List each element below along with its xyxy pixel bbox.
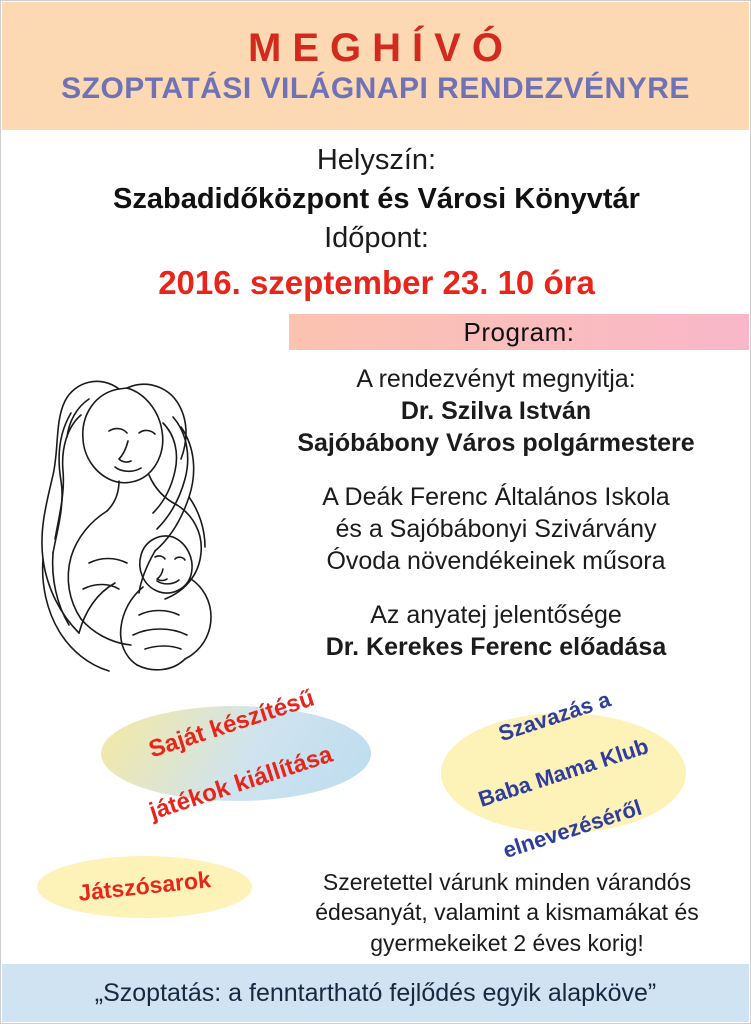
- badge-play-corner-label: Játszósarok: [76, 866, 212, 907]
- badge-line: elnevezéséről: [499, 794, 645, 863]
- program-item: Dr. Kerekes Ferenc előadása: [325, 633, 667, 661]
- date-value: 2016. szeptember 23. 10 óra: [158, 264, 595, 302]
- badge-play-corner: [37, 856, 252, 918]
- footer-band: [2, 964, 749, 1022]
- badge-vote-club-name: [441, 685, 686, 863]
- badge-vote-label: [465, 685, 662, 863]
- badge-handmade-toys-label: [135, 683, 338, 825]
- spacer: [251, 577, 741, 599]
- program-item: Dr. Szilva István: [400, 397, 592, 425]
- badge-line: Saját készítésű: [145, 683, 318, 763]
- closing-invitation-text: [287, 867, 727, 958]
- place-label: Helyszín:: [316, 144, 437, 176]
- program-list: [251, 363, 741, 663]
- program-item: Az anyatej jelentősége: [370, 601, 622, 629]
- program-item: Óvoda növendékeinek műsora: [326, 547, 666, 575]
- program-item: A Deák Ferenc Általános Iskola: [322, 483, 670, 511]
- program-item: és a Sajóbábonyi Szivárvány: [335, 515, 657, 543]
- closing-line: Szeretettel várunk minden várandós: [322, 869, 692, 895]
- page-subtitle: SZOPTATÁSI VILÁGNAPI RENDEZVÉNYRE: [61, 72, 690, 106]
- footer-quote: „Szoptatás: a fenntartható fejlődés egyik alapköve”: [94, 978, 657, 1007]
- program-item: A rendezvényt megnyitja:: [356, 365, 636, 393]
- event-info: [1, 141, 751, 307]
- closing-line: gyermekeiket 2 éves korig!: [370, 929, 644, 956]
- badge-handmade-toys: [101, 683, 371, 825]
- program-item: Sajóbábony Város polgármestere: [297, 429, 695, 457]
- header-band: [2, 2, 749, 130]
- badge-line: Szavazás a: [495, 685, 614, 746]
- badge-line: Baba Mama Klub: [475, 732, 652, 812]
- program-heading-label: Program:: [463, 316, 575, 347]
- place-value: Szabadidőközpont és Városi Könyvtár: [113, 183, 640, 216]
- badge-line: játékok kiállítása: [145, 740, 336, 825]
- program-heading-bar: [289, 314, 749, 350]
- mother-and-baby-icon: [23, 353, 253, 693]
- date-label: Időpont:: [324, 222, 429, 255]
- page-title: MEGHÍVÓ: [248, 26, 514, 71]
- closing-line: édesanyát, valamint a kismamákat és: [315, 899, 699, 926]
- spacer: [251, 459, 741, 481]
